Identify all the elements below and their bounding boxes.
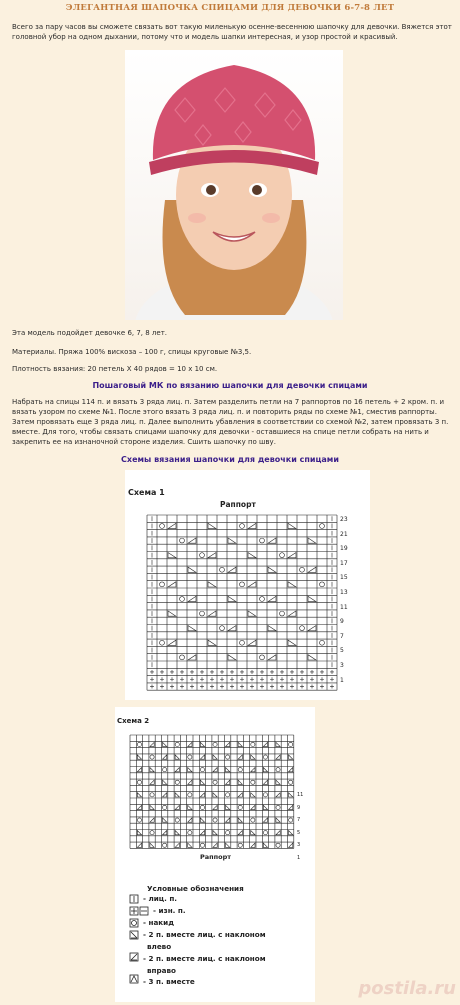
scheme-2 [115,707,315,1002]
legend-k3tog: - 3 п. вместе [143,977,195,986]
scheme-1 [125,470,370,700]
scheme-1-row-number: 5 [340,647,344,655]
density-text: Плотность вязания: 20 петель X 40 рядов = 10 х 10 см. [12,365,218,373]
scheme-1-row-number: 19 [340,545,348,553]
mk-heading: Пошаговый МК по вязанию шапочки для девочки спицами [92,381,368,390]
legend-purl: - изн. п. [153,906,186,915]
scheme-2-row-number: 9 [297,804,301,811]
photo-girl-in-hat [125,50,343,320]
scheme-1-row-number: 3 [340,662,344,669]
mk-text: Набрать на спицы 114 п. и вязать 3 ряда лиц. п. Затем разделить петли на 7 раппортов по 16 петель + 2 кром. п. и вязать узором по схеме №1. После этого вязать 3 ряда лиц. п. и повторить ряды по схеме №1, сместив раппорты. Затем провязать еще 3 ряда лиц. п. Далее выполнить убавления в соответствии со схемой №2, затем провязать 3 п. вместе. Для того, чтобы связать спицами шапочку для девочки - оставшиеся на спице петли собрать на нить и закрепить ее на изнаночной стороне изделия. Сшить шапочку по шву. [12,398,449,446]
legend-title: Условные обозначения [147,884,244,893]
watermark: postila.ru [358,978,456,999]
scheme-2-rapport: Раппорт [200,853,232,861]
legend-k2tog-right: - 2 п. вместе лиц. с наклоном [143,954,266,963]
scheme-2-row-number: 11 [297,792,304,798]
scheme-2-caption: Схема 2 [117,717,150,725]
legend-yarnover: - накид [143,918,175,927]
scheme-1-row-number: 9 [340,618,344,626]
scheme-1-row-number: 15 [340,574,348,582]
materials-text: Материалы. Пряжа 100% вискоза – 100 г, спицы круговые №3,5. [12,348,252,356]
scheme-1-row-number: 13 [340,589,348,596]
scheme-2-row-number: 5 [297,829,301,836]
scheme-1-grid [125,470,370,700]
scheme-2-grid [115,707,315,857]
scheme-1-row-number: 17 [340,559,348,567]
intro-paragraph: Всего за пару часов вы сможете связать вот такую миленькую осенне-весеннюю шапочку для девочки. Вяжется этот головной убор на одном дыхании, потому что и модель шапки интересная, и узор простой и красивый. [12,23,452,41]
legend-k2tog-right-cont: вправо [147,966,176,975]
scheme-1-row-number: 21 [340,530,348,538]
scheme-2-row-number: 7 [297,817,301,824]
legend-k2tog-left-cont: влево [147,942,172,951]
schemes-heading: Схемы вязания шапочки для девочки спицами [121,455,339,464]
scheme-1-row-number: 11 [340,603,348,611]
scheme-1-rapport: Раппорт [220,500,256,509]
age-text: Эта модель подойдет девочке 6, 7, 8 лет. [12,329,168,337]
scheme-1-row-number: 7 [340,632,344,640]
scheme-2-row-number: 3 [297,842,301,849]
scheme-1-row-number: 1 [340,676,344,684]
scheme-1-caption: Схема 1 [128,488,165,497]
photo-illustration [125,50,343,320]
scheme-2-row-number: 1 [297,855,301,861]
legend-knit: - лиц. п. [143,894,178,903]
scheme-1-row-number: 23 [340,516,348,523]
page-title: ЭЛЕГАНТНАЯ ШАПОЧКА СПИЦАМИ ДЛЯ ДЕВОЧКИ 6-7-8 ЛЕТ [65,3,395,13]
legend-k2tog-left: - 2 п. вместе лиц. с наклоном [143,930,266,939]
